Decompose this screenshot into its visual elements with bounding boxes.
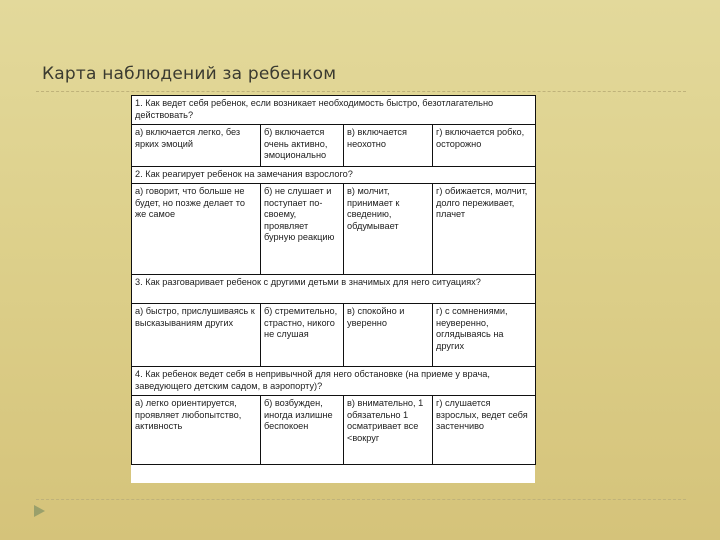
slide-title: Карта наблюдений за ребенком xyxy=(42,64,337,84)
answer-1c: в) включается неохотно xyxy=(344,125,433,167)
answer-3b: б) стремительно, страстно, никого не слушая xyxy=(261,304,344,367)
question-row-1 xyxy=(132,96,536,125)
dotted-divider-bottom xyxy=(36,499,686,500)
answer-1a: а) включается легко, без ярких эмоций xyxy=(132,125,261,167)
answer-2b: б) не слушает и поступает по-своему, проявляет бурную реакцию xyxy=(261,184,344,275)
question-row-2 xyxy=(132,167,536,184)
answer-row-1 xyxy=(132,125,536,167)
answer-4a: а) легко ориентируется, проявляет любопытство, активность xyxy=(132,396,261,465)
answer-3c: в) спокойно и уверенно xyxy=(344,304,433,367)
question-2: 2. Как реагирует ребенок на замечания взрослого? xyxy=(132,167,536,184)
answer-2a: а) говорит, что больше не будет, но позже делает то же самое xyxy=(132,184,261,275)
dotted-divider-top xyxy=(36,91,686,92)
question-row-4 xyxy=(132,367,536,396)
answer-4b: б) возбужден, иногда излишне беспокоен xyxy=(261,396,344,465)
answer-row-2 xyxy=(132,184,536,275)
question-4: 4. Как ребенок ведет себя в непривычной для него обстановке (на приеме у врача, заведующего детским садом, в аэропорту)? xyxy=(132,367,536,396)
question-row-3 xyxy=(132,275,536,304)
question-3: 3. Как разговаривает ребенок с другими детьми в значимых для него ситуациях? xyxy=(132,275,536,304)
answer-row-4 xyxy=(132,396,536,465)
answer-1b: б) включается очень активно, эмоционально xyxy=(261,125,344,167)
answer-2d: г) обижается, молчит, долго переживает, плачет xyxy=(433,184,536,275)
answer-4d: г) слушается взрослых, ведет себя застенчиво xyxy=(433,396,536,465)
answer-row-3 xyxy=(132,304,536,367)
observation-card xyxy=(131,95,535,483)
answer-1d: г) включается робко, осторожно xyxy=(433,125,536,167)
question-1: 1. Как ведет себя ребенок, если возникает необходимость быстро, безотлагательно действовать? xyxy=(132,96,536,125)
answer-2c: в) молчит, принимает к сведению, обдумывает xyxy=(344,184,433,275)
observation-table xyxy=(131,95,536,465)
answer-4c: в) внимательно, 1 обязательно 1 осматривает все <вокруг xyxy=(344,396,433,465)
triangle-bullet-icon xyxy=(34,505,45,517)
answer-3a: а) быстро, прислушиваясь к высказываниям других xyxy=(132,304,261,367)
answer-3d: г) с сомнениями, неуверенно, оглядываясь на других xyxy=(433,304,536,367)
